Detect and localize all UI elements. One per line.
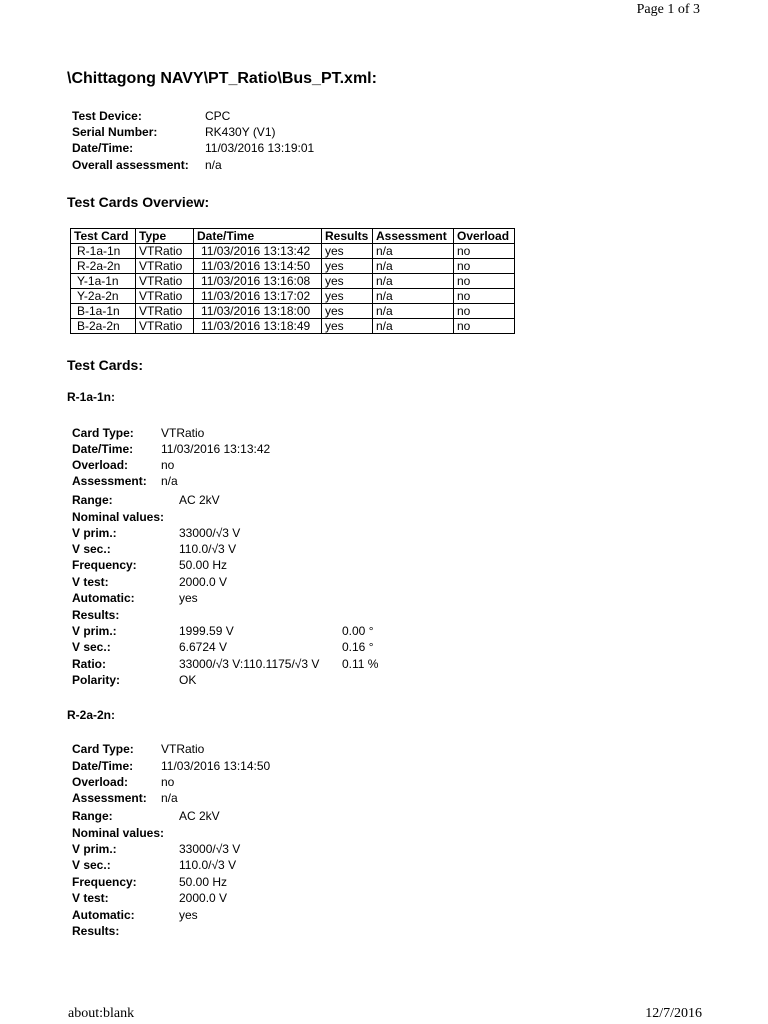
cell-test-card: R-1a-1n [71,244,136,259]
nominal-values-label: Nominal values: [72,826,165,840]
vtest-value: 2000.0 V [179,575,228,589]
serial-number-label: Serial Number: [72,125,158,139]
vtest-label: V test: [72,575,109,589]
cell-results: yes [322,319,373,334]
page-number: Page 1 of 3 [636,2,700,17]
automatic-value: yes [179,908,198,922]
range-label: Range: [72,493,113,507]
cell-overload: no [454,319,515,334]
cell-results: yes [322,289,373,304]
datetime-value: 11/03/2016 13:19:01 [205,141,315,155]
cell-assessment: n/a [373,274,454,289]
table-row [71,244,515,259]
range-value: AC 2kV [179,809,220,823]
cell-datetime: 11/03/2016 13:14:50 [194,259,322,274]
footer-date: 12/7/2016 [645,1006,702,1021]
cell-type: VTRatio [136,304,194,319]
card-datetime-value: 11/03/2016 13:13:42 [161,442,271,456]
card-overload-label: Overload: [72,458,129,472]
card-datetime-label: Date/Time: [72,759,134,773]
table-row [71,289,515,304]
cell-overload: no [454,259,515,274]
automatic-value: yes [179,591,198,605]
overall-assessment-label: Overall assessment: [72,158,189,172]
frequency-label: Frequency: [72,875,137,889]
cell-type: VTRatio [136,244,194,259]
cell-test-card: B-2a-2n [71,319,136,334]
result-vprim-phase: 0.00 ° [342,624,374,638]
nominal-vsec-value: 110.0/√3 V [179,858,237,872]
cell-results: yes [322,274,373,289]
col-datetime: Date/Time [194,229,322,244]
cell-datetime: 11/03/2016 13:18:00 [194,304,322,319]
ratio-deviation: 0.11 % [342,657,379,671]
overall-assessment-value: n/a [205,158,222,172]
nominal-values-label: Nominal values: [72,510,165,524]
datetime-label: Date/Time: [72,141,134,155]
cell-test-card: Y-2a-2n [71,289,136,304]
automatic-label: Automatic: [72,591,135,605]
nominal-vprim-value: 33000/√3 V [179,842,241,856]
cell-datetime: 11/03/2016 13:16:08 [194,274,322,289]
card-overload-label: Overload: [72,775,129,789]
range-value: AC 2kV [179,493,220,507]
cell-assessment: n/a [373,244,454,259]
cell-type: VTRatio [136,289,194,304]
cell-results: yes [322,259,373,274]
result-vsec-label: V sec.: [72,640,111,654]
card-overload-value: no [161,775,175,789]
cell-datetime: 11/03/2016 13:13:42 [194,244,322,259]
card-assessment-label: Assessment: [72,791,147,805]
nominal-vsec-label: V sec.: [72,858,111,872]
nominal-vsec-value: 110.0/√3 V [179,542,237,556]
vtest-label: V test: [72,891,109,905]
cell-type: VTRatio [136,319,194,334]
card-datetime-value: 11/03/2016 13:14:50 [161,759,271,773]
cell-assessment: n/a [373,304,454,319]
cell-assessment: n/a [373,259,454,274]
test-device-label: Test Device: [72,109,142,123]
cell-results: yes [322,304,373,319]
range-label: Range: [72,809,113,823]
table-row [71,274,515,289]
frequency-value: 50.00 Hz [179,875,228,889]
cell-test-card: B-1a-1n [71,304,136,319]
col-type: Type [136,229,194,244]
cell-datetime: 11/03/2016 13:17:02 [194,289,322,304]
cell-overload: no [454,244,515,259]
nominal-vprim-label: V prim.: [72,842,117,856]
card-type-label: Card Type: [72,742,134,756]
footer-url: about:blank [68,1006,135,1021]
cell-overload: no [454,289,515,304]
col-results: Results [322,229,373,244]
col-test-card: Test Card [71,229,136,244]
card-title: R-2a-2n: [67,708,116,722]
vtest-value: 2000.0 V [179,891,228,905]
serial-number-value: RK430Y (V1) [205,125,276,139]
card-assessment-value: n/a [161,474,178,488]
result-vsec-phase: 0.16 ° [342,640,374,654]
cell-test-card: Y-1a-1n [71,274,136,289]
card-type-label: Card Type: [72,426,134,440]
nominal-vsec-label: V sec.: [72,542,111,556]
file-path-title: \Chittagong NAVY\PT_Ratio\Bus_PT.xml: [67,70,377,87]
table-row [71,304,515,319]
table-row [71,259,515,274]
overview-header-row [71,229,515,244]
polarity-label: Polarity: [72,673,121,687]
results-label: Results: [72,924,120,938]
card-assessment-value: n/a [161,791,178,805]
test-cards-title: Test Cards: [67,357,143,373]
frequency-label: Frequency: [72,558,137,572]
result-vsec-value: 6.6724 V [179,640,228,654]
automatic-label: Automatic: [72,908,135,922]
cell-type: VTRatio [136,274,194,289]
card-assessment-label: Assessment: [72,474,147,488]
card-type-value: VTRatio [161,426,205,440]
cell-results: yes [322,244,373,259]
cell-type: VTRatio [136,259,194,274]
nominal-vprim-value: 33000/√3 V [179,526,241,540]
card-title: R-1a-1n: [67,390,116,404]
cell-assessment: n/a [373,319,454,334]
card-overload-value: no [161,458,175,472]
frequency-value: 50.00 Hz [179,558,228,572]
nominal-vprim-label: V prim.: [72,526,117,540]
card-datetime-label: Date/Time: [72,442,134,456]
results-label: Results: [72,608,120,622]
cell-test-card: R-2a-2n [71,259,136,274]
cell-overload: no [454,274,515,289]
polarity-value: OK [179,673,197,687]
ratio-label: Ratio: [72,657,106,671]
cell-assessment: n/a [373,289,454,304]
card-type-value: VTRatio [161,742,205,756]
col-assessment: Assessment [373,229,454,244]
col-overload: Overload [454,229,515,244]
test-device-value: CPC [205,109,231,123]
cell-overload: no [454,304,515,319]
cell-datetime: 11/03/2016 13:18:49 [194,319,322,334]
ratio-value: 33000/√3 V:110.1175/√3 V [179,657,320,671]
result-vprim-value: 1999.59 V [179,624,234,638]
overview-table [70,228,515,334]
result-vprim-label: V prim.: [72,624,117,638]
table-row [71,319,515,334]
overview-title: Test Cards Overview: [67,194,210,210]
